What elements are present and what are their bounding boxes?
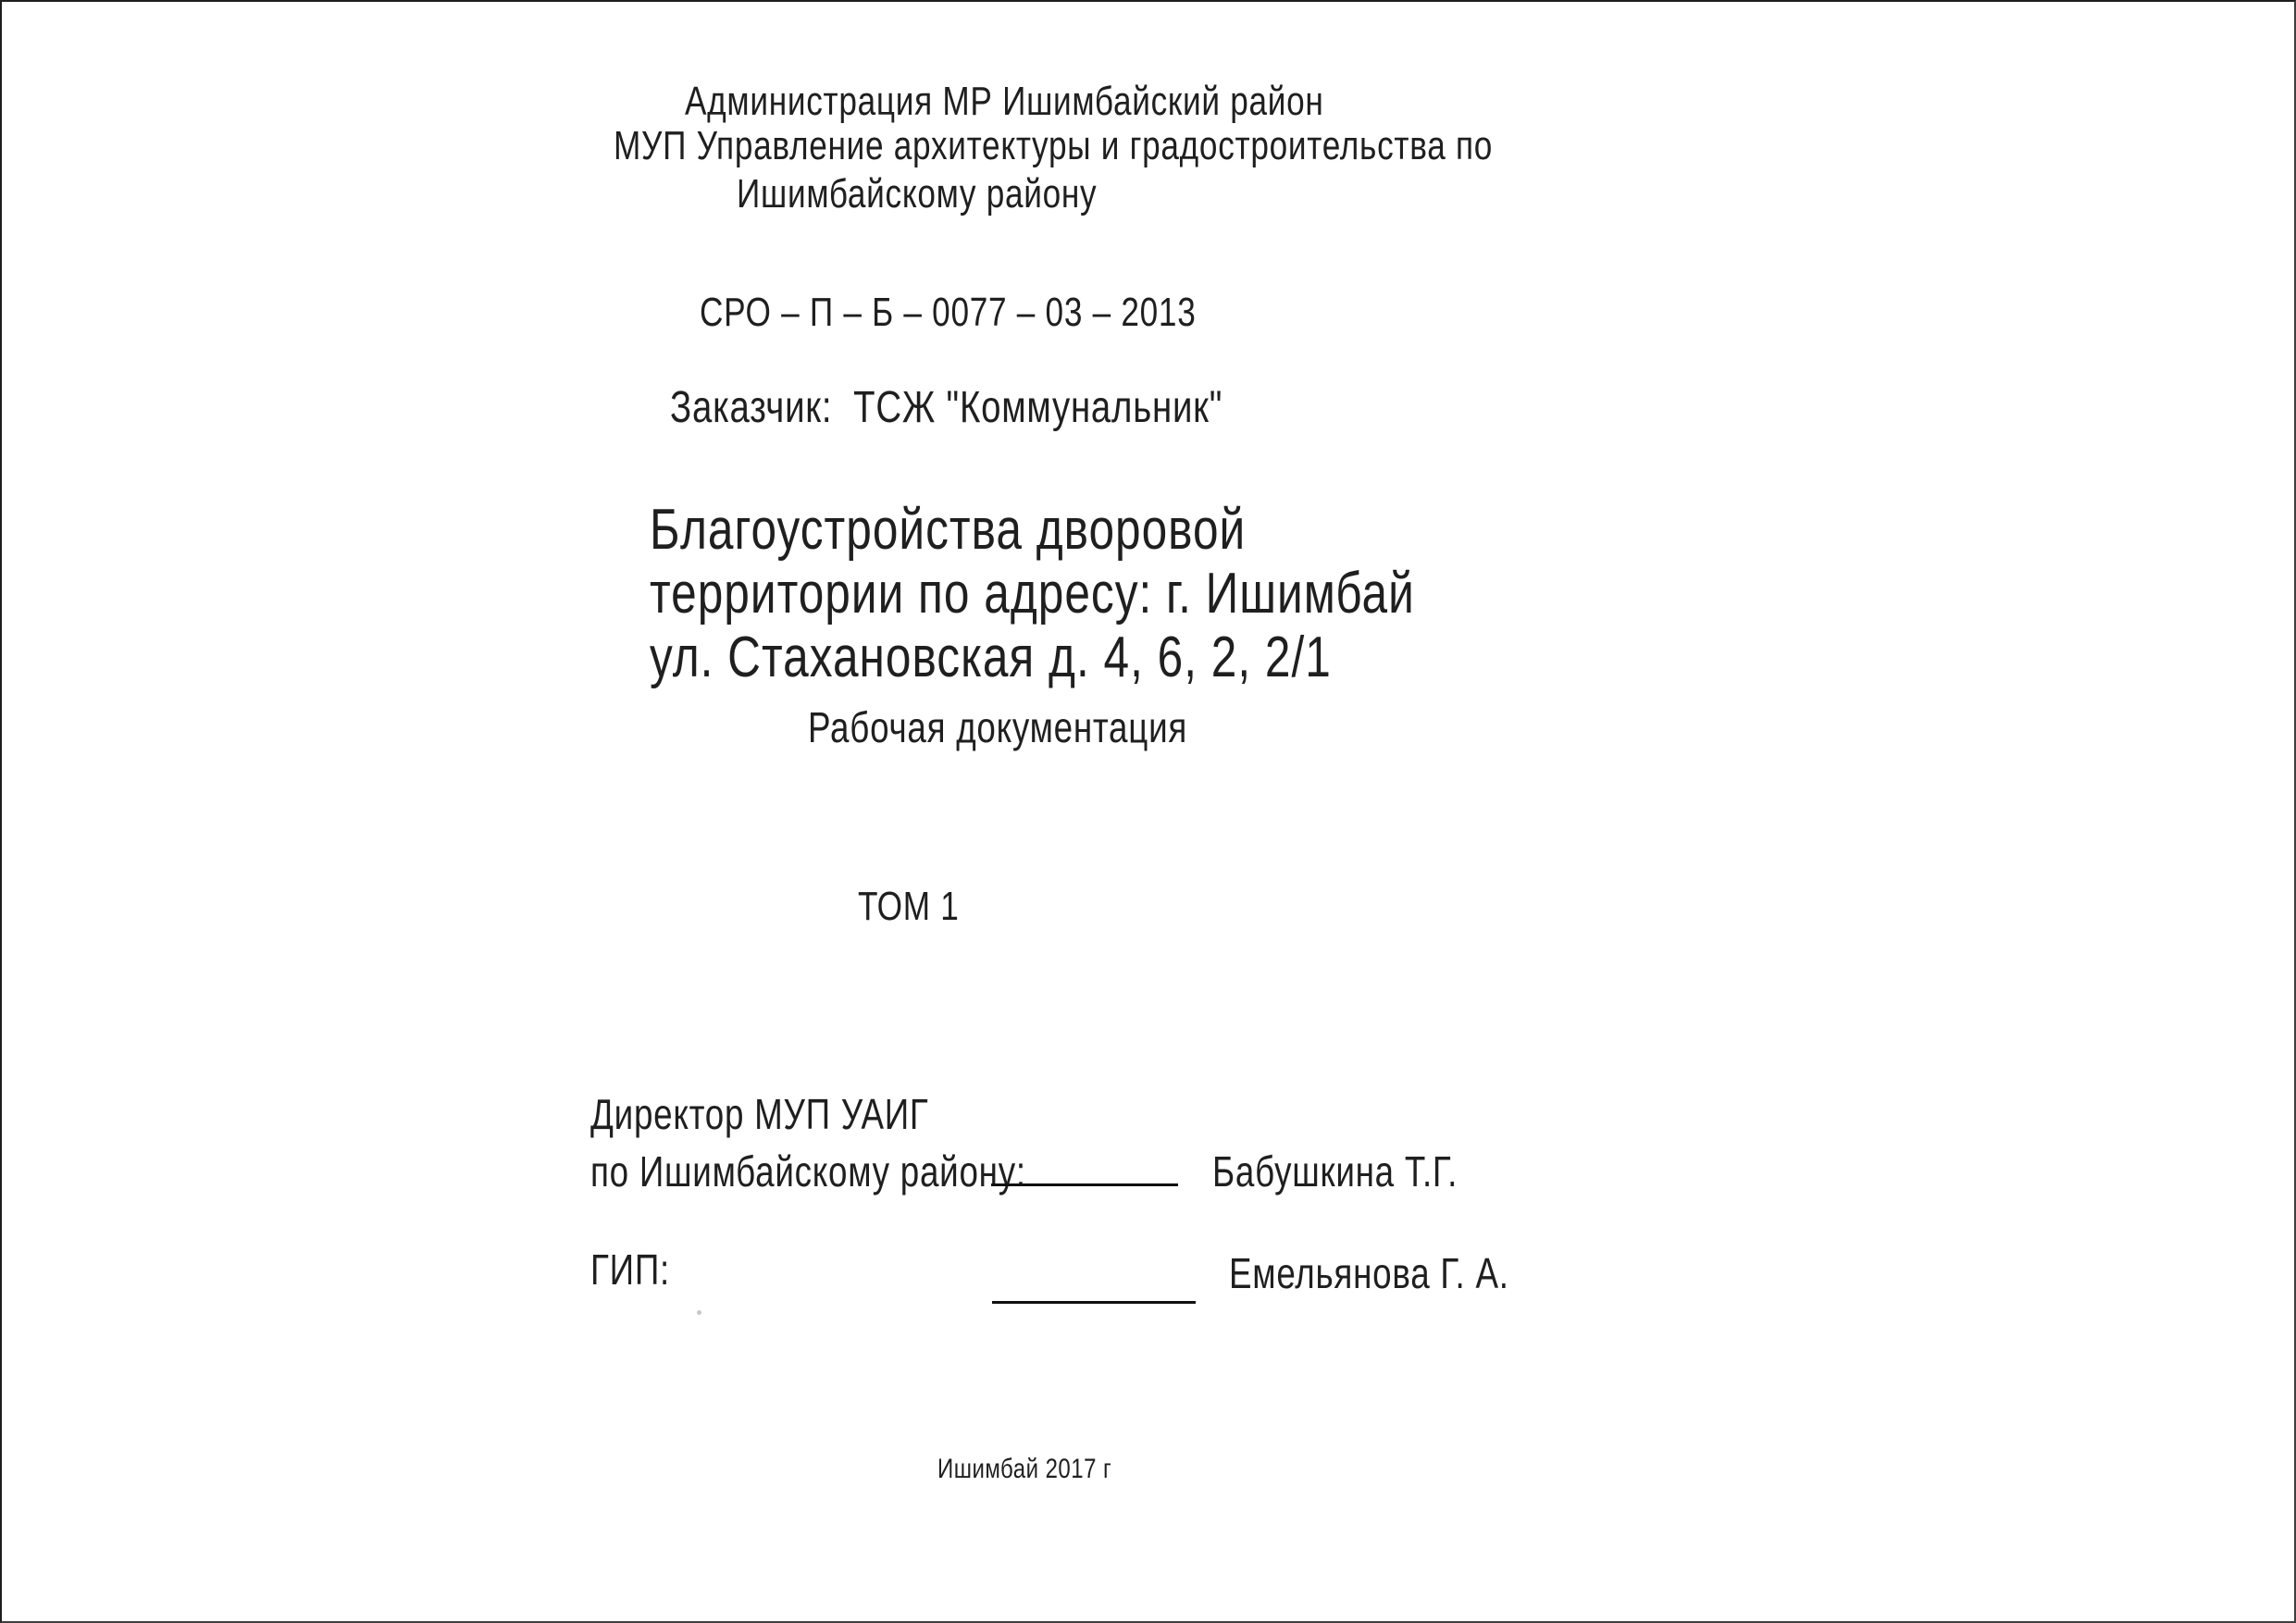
sro-code: СРО – П – Б – 0077 – 03 – 2013 xyxy=(700,290,1197,335)
scan-artifact-dot xyxy=(697,1310,701,1315)
footer-city-year: Ишимбай 2017 г xyxy=(937,1454,1112,1484)
gip-name: Емельянова Г. А. xyxy=(1229,1249,1509,1297)
director-name: Бабушкина Т.Г. xyxy=(1212,1147,1458,1196)
org-name-line-3: Ишимбайскому району xyxy=(737,171,1098,217)
gip-signature-line xyxy=(992,1301,1196,1304)
customer-line: Заказчик: ТСЖ "Коммунальник" xyxy=(670,383,1223,432)
project-title-line-1: Благоустройства дворовой xyxy=(650,498,1247,562)
director-signature-line xyxy=(991,1183,1178,1186)
project-title-line-2: территории по адресу: г. Ишимбай xyxy=(650,562,1415,626)
project-title-line-3: ул. Стахановская д. 4, 6, 2, 2/1 xyxy=(650,626,1332,689)
doc-type-subtitle: Рабочая документация xyxy=(808,703,1188,751)
director-role-line-1: Директор МУП УАИГ xyxy=(590,1090,929,1138)
volume-label: ТОМ 1 xyxy=(858,884,960,929)
org-name-line-2: МУП Управление архитектуры и градостроительства по xyxy=(614,123,1494,168)
org-name-line-1: Администрация МР Ишимбайский район xyxy=(685,79,1324,124)
gip-role: ГИП: xyxy=(590,1245,670,1294)
director-role-line-2: по Ишимбайскому району: xyxy=(590,1147,1026,1196)
